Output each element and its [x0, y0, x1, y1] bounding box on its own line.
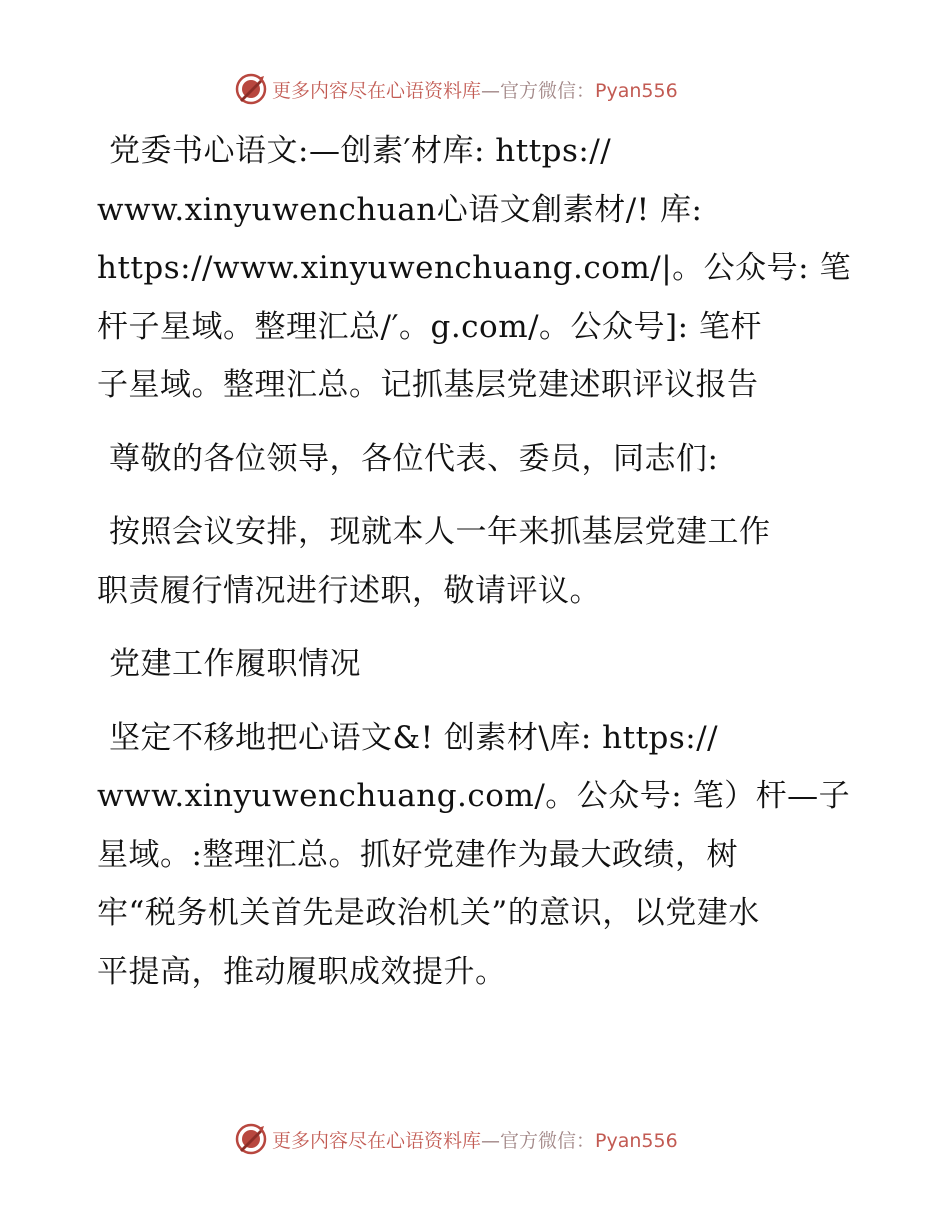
text-line: https://www.xinyuwenchuang.com/|。公众号: 笔: [97, 250, 851, 286]
text-line: 坚定不移地把心语文&! 创素材\库: https://: [109, 719, 719, 756]
banner-text: 更多内容尽在心语资料库—官方微信：Pyan556: [272, 79, 678, 102]
text-line: 党委书心语文:—创素′材库: https://: [109, 133, 612, 169]
paragraph-greeting: [97, 430, 857, 489]
text-line: 子星域。整理汇总。记抓基层党建述职评议报告: [97, 367, 759, 403]
section-heading: [97, 635, 857, 694]
footer-banner: [234, 1122, 678, 1156]
text-line: 杆子星域。整理汇总/′。g.com/。公众号]: 笔杆: [97, 308, 762, 345]
paragraph-1: [97, 122, 857, 415]
paragraph-5: [97, 709, 857, 1002]
text-line: 职责履行情况进行述职，敬请评议。: [97, 572, 601, 609]
text-line: www.xinyuwenchuan心语文創素材/! 库:: [97, 191, 703, 228]
pen-logo-icon: [234, 1122, 268, 1156]
text-line: 按照会议安排，现就本人一年来抓基层党建工作: [109, 514, 771, 550]
text-line: 党建工作履职情况: [109, 646, 361, 682]
header-banner: [234, 72, 678, 106]
paragraph-3: [97, 503, 857, 620]
text-line: 平提高，推动履职成效提升。: [97, 953, 507, 990]
text-line: www.xinyuwenchuang.com/。公众号: 笔）杆—子: [97, 778, 851, 814]
text-line: 牢“税务机关首先是政治机关”的意识，以党建水: [97, 895, 760, 931]
document-body: [97, 122, 857, 1001]
text-line: 尊敬的各位领导，各位代表、委员，同志们:: [109, 440, 719, 477]
banner-text: 更多内容尽在心语资料库—官方微信：Pyan556: [272, 1129, 678, 1152]
text-line: 星域。:整理汇总。抓好党建作为最大政绩，树: [97, 836, 738, 873]
pen-logo-icon: [234, 72, 268, 106]
